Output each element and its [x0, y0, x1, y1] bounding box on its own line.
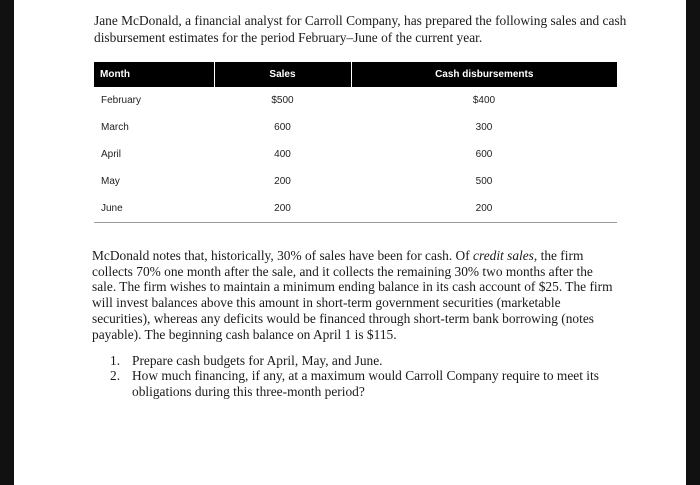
table-row — [94, 114, 617, 141]
cell-month: April — [101, 149, 122, 160]
question-item — [110, 368, 610, 399]
paragraph-part-2: , the firm collects 70% one month after the sale, and it collects the remaining 30% two months after the sale. The firm wishes to maintain a minimum ending balance in its cash account of $25. The firm will invest balances above this amount in short-term government securities (marketable securities), whereas any deficits would be financed through short-term bank borrowing (notes payable). The beginning cash balance on April 1 is $115. — [92, 248, 613, 342]
cell-sales: 400 — [274, 149, 291, 160]
document-page — [14, 0, 686, 485]
paragraph-part-1: McDonald notes that, historically, 30% of sales have been for cash. Of — [92, 248, 474, 263]
header-month: Month — [94, 62, 214, 87]
cell-cash: 500 — [475, 176, 493, 187]
question-list — [110, 353, 610, 399]
cell-cash: 600 — [475, 149, 493, 160]
cell-cash: 200 — [351, 195, 617, 223]
question-number: 2. — [110, 368, 121, 384]
paragraph-emphasis: credit sales — [473, 248, 534, 263]
cell-month: March — [101, 122, 129, 133]
cell-month: February — [101, 95, 142, 106]
question-number: 1. — [110, 353, 121, 368]
estimates-table — [94, 62, 617, 223]
header-cash-disbursements: Cash disbursements — [351, 62, 617, 87]
cell-month: June — [94, 195, 214, 223]
question-text: How much financing, if any, at a maximum would Carroll Company require to meet its obligations during this three-month period? — [132, 368, 599, 399]
cell-cash: $400 — [472, 95, 496, 106]
table-row — [94, 168, 617, 195]
cell-month: May — [101, 176, 120, 187]
body-paragraph — [92, 248, 620, 342]
intro-text: Jane McDonald, a financial analyst for Carroll Company, has prepared the following sales and cash disbursement estimates for the period February–June of the current year. — [94, 13, 627, 45]
table-row — [94, 87, 617, 114]
cell-sales: 200 — [274, 176, 291, 187]
question-item — [110, 353, 610, 368]
cell-sales: $500 — [271, 95, 294, 106]
table-row — [94, 195, 617, 223]
table-row — [94, 141, 617, 168]
cell-cash: 300 — [475, 122, 493, 133]
header-sales: Sales — [214, 62, 351, 87]
question-text: Prepare cash budgets for April, May, and June. — [132, 353, 383, 368]
cell-sales: 600 — [274, 122, 291, 133]
cell-sales: 200 — [214, 195, 351, 223]
table-header-row — [94, 62, 617, 87]
